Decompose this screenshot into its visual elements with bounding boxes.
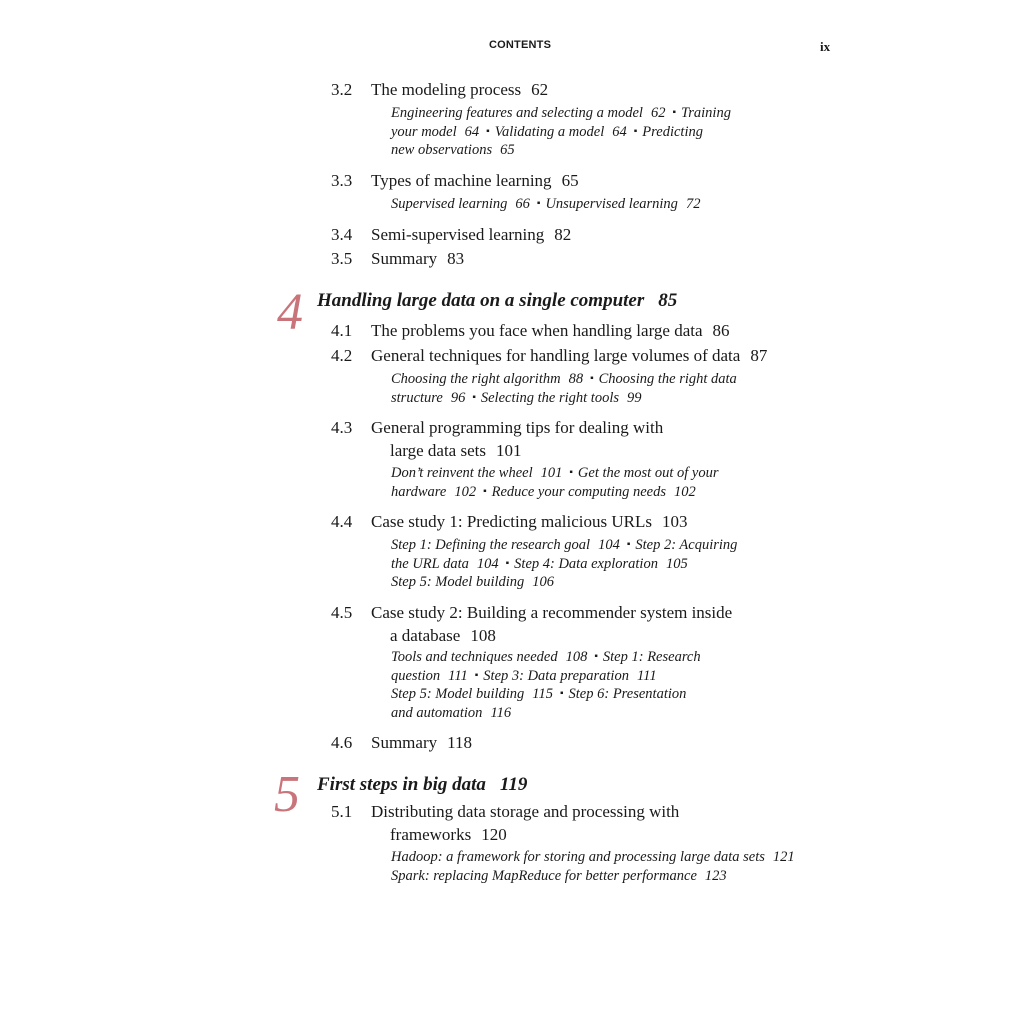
subsection-title[interactable]: Step 2: Acquiring [635,537,738,553]
chapter-title: First steps in big data [317,774,486,795]
toc-subsections [391,464,718,483]
chapter-number-4: 4 [277,284,303,341]
toc-section-4-3[interactable] [331,416,663,439]
section-title: Distributing data storage and processing with [371,802,680,821]
subsection-page: 116 [490,704,512,721]
subsection-title[interactable]: Engineering features and selecting a model [391,105,643,121]
section-number: 3.4 [331,225,353,244]
section-page: 82 [554,225,572,244]
bullet-separator: ▪ [472,391,476,403]
subsection-title[interactable]: Step 1: Research [602,649,701,665]
subsection-title[interactable]: new observations [391,142,493,158]
toc-section-3-5[interactable] [331,247,464,270]
subsection-title[interactable]: Step 5: Model building [391,574,525,590]
subsection-title[interactable]: Spark: replacing MapReduce for better performance [391,867,697,884]
subsection-title[interactable]: Training [681,105,731,121]
subsection-page: 104 [476,555,499,572]
subsection-title[interactable]: Get the most out of your [577,465,719,481]
toc-section-3-2[interactable] [331,78,548,101]
subsection-page: 108 [565,649,588,665]
page-header [0,39,1024,55]
bullet-separator: ▪ [594,651,598,662]
toc-subsections [391,667,659,686]
section-page: 87 [750,346,768,365]
subsection-title[interactable]: Step 6: Presentation [568,686,687,702]
toc-subsections [391,195,702,214]
subsection-page: 105 [665,555,688,572]
section-page: 101 [495,441,522,460]
section-page: 83 [447,249,465,268]
section-title: The problems you face when handling large data [371,321,703,340]
toc-subsections [391,104,731,123]
subsection-page: 106 [532,574,555,590]
subsection-page: 96 [450,389,466,406]
section-title: The modeling process [371,80,522,99]
subsection-title[interactable]: and automation [391,704,483,721]
subsection-page: 72 [685,196,701,212]
section-number: 5.1 [331,802,353,821]
subsection-page: 115 [532,686,553,702]
bullet-separator: ▪ [672,107,676,118]
bullet-separator: ▪ [486,125,490,137]
subsection-title[interactable]: the URL data [391,555,469,572]
section-page: 118 [447,733,472,752]
bullet-separator: ▪ [626,539,631,550]
subsection-page: 102 [454,483,477,500]
bullet-separator: ▪ [536,198,541,209]
bullet-separator: ▪ [559,688,564,699]
toc-subsections [391,704,513,723]
section-number: 4.4 [331,512,353,531]
subsection-title[interactable]: your model [391,123,457,140]
toc-section-3-3[interactable] [331,169,579,192]
toc-subsections [391,867,729,886]
section-title: Case study 2: Building a recommender system inside [371,603,733,622]
chapter-number-5: 5 [274,766,300,823]
section-page: 65 [561,171,579,190]
toc-section-4-4[interactable] [331,510,687,533]
subsection-title[interactable]: Choosing the right algorithm [391,371,561,387]
section-number: 4.6 [331,733,353,752]
bullet-separator: ▪ [483,485,487,497]
subsection-page: 102 [673,483,696,500]
subsection-page: 111 [448,667,468,684]
toc-chapter-4[interactable] [317,289,677,313]
subsection-page: 101 [540,465,563,481]
subsection-page: 121 [772,849,795,865]
subsection-title[interactable]: Supervised learning [391,196,508,212]
section-title: Summary [371,249,438,268]
section-number: 4.1 [331,321,353,340]
section-number: 4.5 [331,603,353,622]
toc-section-4-5[interactable] [331,601,732,624]
toc-subsections [391,536,737,555]
bullet-separator: ▪ [633,125,638,137]
section-title-continued: large data sets [390,441,486,460]
section-number: 4.2 [331,346,353,365]
subsection-title[interactable]: Step 3: Data preparation [483,667,629,684]
section-page: 103 [661,512,688,531]
section-title: Case study 1: Predicting malicious URLs [371,512,652,531]
subsection-page: 111 [636,667,657,684]
subsection-title[interactable]: Reduce your computing needs [491,483,666,500]
toc-section-4-3-continued[interactable] [390,439,521,462]
subsection-page: 99 [627,389,642,406]
subsection-title[interactable]: Hadoop: a framework for storing and processing large data sets [391,849,765,865]
subsection-title[interactable]: Tools and techniques needed [391,649,558,665]
toc-section-5-1-continued[interactable] [390,823,507,846]
subsection-page: 65 [500,142,515,158]
subsection-title[interactable]: Validating a model [494,123,605,140]
subsection-title[interactable]: Choosing the right data [598,371,737,387]
section-number: 3.5 [331,249,353,268]
toc-subsections [391,389,644,408]
subsection-page: 62 [650,105,666,121]
section-page: 120 [481,825,507,844]
subsection-title[interactable]: Predicting [642,123,703,140]
chapter-page: 85 [658,290,678,311]
section-title-continued: a database [390,626,461,645]
subsection-title[interactable]: Selecting the right tools [480,389,620,406]
subsection-title[interactable]: hardware [391,483,447,500]
toc-chapter-5[interactable] [317,773,527,797]
section-number: 4.3 [331,418,353,437]
toc-subsections [391,685,686,704]
section-page: 108 [470,626,496,645]
section-number: 3.2 [331,80,353,99]
subsection-page: 66 [515,196,530,212]
toc-subsections [391,370,737,389]
section-title-continued: frameworks [390,825,472,844]
toc-subsections [391,141,517,160]
section-title: General techniques for handling large volumes of data [371,346,741,365]
subsection-title[interactable]: question [391,667,441,684]
toc-section-5-1[interactable] [331,800,679,823]
subsection-page: 64 [612,123,627,140]
toc-section-4-6[interactable] [331,731,472,754]
running-header-title: CONTENTS [489,39,552,51]
toc-subsections [391,483,698,502]
subsection-title[interactable]: Step 5: Model building [391,686,525,702]
section-title: Types of machine learning [371,171,552,190]
chapter-title: Handling large data on a single computer [317,290,645,311]
subsection-page: 123 [704,867,727,884]
toc-subsections [391,573,556,592]
subsection-page: 88 [568,371,584,387]
toc-subsections [391,123,703,142]
subsection-title[interactable]: structure [391,389,443,406]
subsection-title[interactable]: Step 1: Defining the research goal [391,537,591,553]
bullet-separator: ▪ [590,373,594,384]
chapter-page: 119 [499,774,528,795]
section-title: General programming tips for dealing with [371,418,664,437]
bullet-separator: ▪ [474,669,479,681]
bullet-separator: ▪ [569,467,573,478]
toc-subsections [391,555,690,574]
toc-section-3-4[interactable] [331,223,571,246]
subsection-title[interactable]: Unsupervised learning [545,196,678,212]
section-number: 3.3 [331,171,353,190]
bullet-separator: ▪ [505,557,510,569]
subsection-page: 64 [464,123,480,140]
toc-section-4-1[interactable] [331,319,730,342]
toc-subsections [391,648,701,667]
subsection-title[interactable]: Step 4: Data exploration [514,555,658,572]
toc-section-4-2[interactable] [331,344,767,367]
page-number: ix [820,39,831,54]
toc-section-4-5-continued[interactable] [390,624,496,647]
section-page: 86 [712,321,730,340]
section-title: Summary [371,733,438,752]
subsection-title[interactable]: Don’t reinvent the wheel [391,465,533,481]
toc-subsections [391,848,797,867]
subsection-page: 104 [598,537,620,553]
section-page: 62 [531,80,549,99]
section-title: Semi-supervised learning [371,225,545,244]
